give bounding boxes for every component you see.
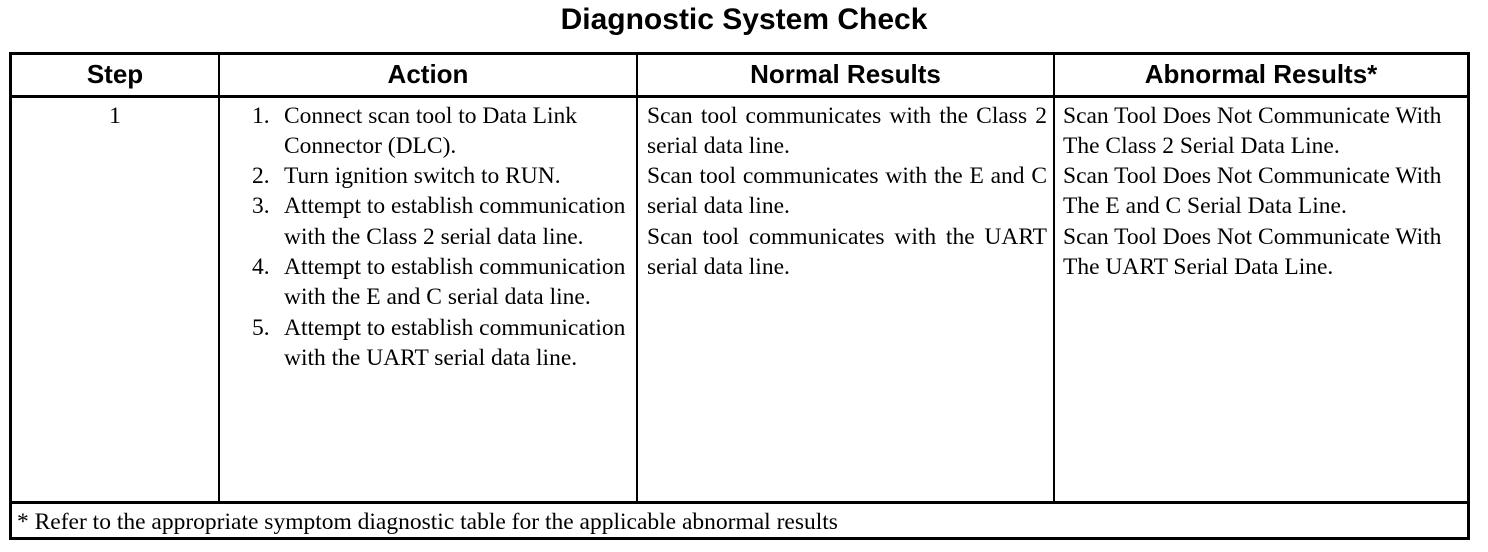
action-text: Attempt to establish communication with the Class 2 serial data line.: [284, 193, 626, 250]
footnote-row: [12, 502, 1467, 537]
action-item: [252, 252, 636, 313]
diagnostic-table-frame: [9, 52, 1470, 540]
document-title: Diagnostic System Check: [560, 3, 928, 36]
step-number: 1: [12, 96, 219, 502]
abnormal-result: Scan Tool Does Not Communicate With The Class 2 Serial Data Line.: [1063, 102, 1442, 159]
action-item: [252, 101, 636, 162]
action-text: Connect scan tool to Data Link Connector (DLC).: [284, 102, 578, 159]
action-item: [252, 161, 636, 191]
action-cell: [219, 96, 637, 502]
action-number: 4.: [252, 253, 270, 280]
normal-result: Scan tool communicates with the E and C serial data line.: [647, 163, 1047, 220]
action-list: [220, 101, 636, 374]
action-number: 1.: [252, 102, 270, 129]
action-number: 2.: [252, 163, 270, 190]
header-normal-results: Normal Results: [637, 55, 1054, 96]
table-row: [12, 96, 1467, 502]
action-item: [252, 191, 636, 252]
header-row: [12, 55, 1467, 96]
abnormal-result: Scan Tool Does Not Communicate With The E and C Serial Data Line.: [1063, 163, 1442, 220]
diagnostic-table: [12, 55, 1467, 537]
action-text: Attempt to establish communication with the UART serial data line.: [284, 314, 626, 371]
header-step: Step: [12, 55, 219, 96]
action-text: Attempt to establish communication with the E and C serial data line.: [284, 253, 626, 311]
action-text: Turn ignition switch to RUN.: [284, 163, 561, 190]
action-number: 5.: [252, 314, 270, 341]
normal-result: Scan tool communicates with the Class 2 serial data line.: [647, 102, 1047, 159]
action-number: 3.: [252, 193, 270, 220]
normal-results-cell: [637, 96, 1054, 502]
header-action: Action: [219, 55, 637, 96]
abnormal-result: Scan Tool Does Not Communicate With The UART Serial Data Line.: [1063, 223, 1442, 280]
footnote: * Refer to the appropriate symptom diagnostic table for the applicable abnormal results: [12, 502, 1467, 537]
abnormal-results-cell: [1054, 96, 1467, 502]
normal-result: Scan tool communicates with the UART serial data line.: [647, 223, 1047, 280]
header-abnormal-results: Abnormal Results*: [1054, 55, 1467, 96]
action-item: [252, 313, 636, 374]
